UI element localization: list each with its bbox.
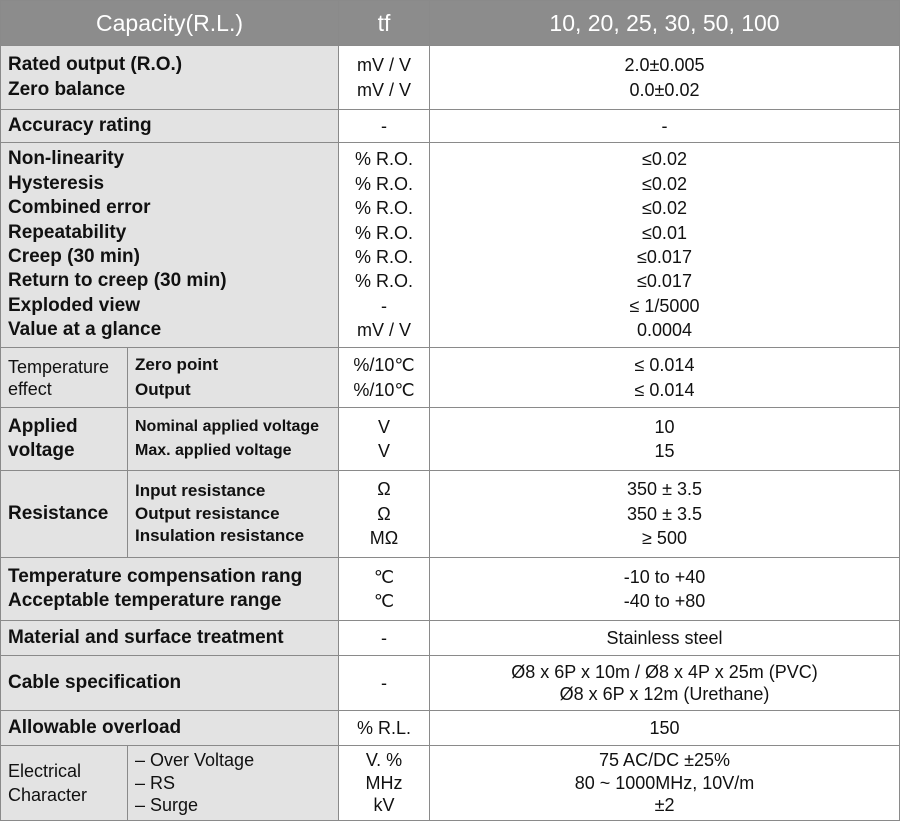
label-max-voltage: Max. applied voltage xyxy=(135,442,292,459)
unit-combined-error: % R.O. xyxy=(355,198,414,219)
value-non-linearity: ≤0.02 xyxy=(642,149,687,170)
unit-output-resistance: Ω xyxy=(377,503,391,524)
value-cell xyxy=(430,348,900,408)
unit-zero-balance: mV / V xyxy=(357,79,412,100)
unit-overload: % R.L. xyxy=(339,711,430,746)
header-unit: tf xyxy=(339,1,430,46)
unit-cell xyxy=(339,471,430,558)
value-value-at-glance: 0.0004 xyxy=(636,320,693,341)
unit-cell xyxy=(339,348,430,408)
group-resistance: Resistance xyxy=(1,471,128,558)
unit-insulation-resistance: MΩ xyxy=(369,528,399,549)
unit-output: %/10℃ xyxy=(353,379,415,400)
label-creep: Creep (30 min) xyxy=(8,246,140,267)
label-accuracy-rating: Accuracy rating xyxy=(1,110,339,143)
unit-value-at-glance: mV / V xyxy=(357,320,412,341)
label-repeatability: Repeatability xyxy=(8,221,127,243)
label-output-resistance: Output resistance xyxy=(135,503,280,523)
label-over-voltage: – Over Voltage xyxy=(135,750,255,771)
label-temp-compensation: Temperature compensation rang xyxy=(8,565,303,587)
value-overload: 150 xyxy=(430,711,900,746)
label-rs: – RS xyxy=(135,772,176,793)
value-combined-error: ≤0.02 xyxy=(642,198,687,219)
row-performance xyxy=(1,143,900,348)
unit-cell xyxy=(339,408,430,471)
row-accuracy xyxy=(1,110,900,143)
label-surge: – Surge xyxy=(135,795,199,816)
value-cable-urethane: Ø8 x 6P x 12m (Urethane) xyxy=(559,684,770,704)
row-temperature-range xyxy=(1,558,900,621)
group-temperature-effect: Temperature effect xyxy=(1,348,128,408)
label-cell xyxy=(128,746,339,821)
value-hysteresis: ≤0.02 xyxy=(642,173,687,194)
label-cell xyxy=(1,46,339,110)
unit-non-linearity: % R.O. xyxy=(355,149,414,170)
label-output: Output xyxy=(135,379,191,399)
unit-cell xyxy=(339,46,430,110)
value-over-voltage: 75 AC/DC ±25% xyxy=(599,750,730,771)
value-rs: 80 ~ 1000MHz, 10V/m xyxy=(574,772,755,793)
value-zero-point: ≤ 0.014 xyxy=(634,355,695,376)
value-cell xyxy=(430,46,900,110)
unit-over-voltage: V. % xyxy=(365,750,403,771)
group-applied-voltage: Applied voltage xyxy=(1,408,128,471)
value-output-resistance: 350 ± 3.5 xyxy=(627,503,702,524)
label-hysteresis: Hysteresis xyxy=(8,172,105,194)
unit-repeatability: % R.O. xyxy=(355,222,414,243)
value-nominal-voltage: 10 xyxy=(654,416,675,437)
value-repeatability: ≤0.01 xyxy=(642,222,687,243)
row-applied-voltage xyxy=(1,408,900,471)
unit-hysteresis: % R.O. xyxy=(355,173,414,194)
row-temperature-effect xyxy=(1,348,900,408)
row-resistance xyxy=(1,471,900,558)
value-output: ≤ 0.014 xyxy=(634,379,695,400)
value-accuracy-rating: - xyxy=(430,110,900,143)
value-cell xyxy=(430,656,900,711)
label-zero-point: Zero point xyxy=(135,355,219,375)
value-input-resistance: 350 ± 3.5 xyxy=(627,479,702,500)
value-acceptable-temp: -40 to +80 xyxy=(623,591,706,611)
label-combined-error: Combined error xyxy=(8,197,151,219)
label-value-at-glance: Value at a glance xyxy=(8,319,162,341)
unit-nominal-voltage: V xyxy=(378,416,391,437)
label-zero-balance: Zero balance xyxy=(8,78,126,100)
row-material xyxy=(1,621,900,656)
unit-cable: - xyxy=(339,656,430,711)
label-insulation-resistance: Insulation resistance xyxy=(135,526,305,546)
row-rated-output xyxy=(1,46,900,110)
unit-acceptable-temp: ℃ xyxy=(373,591,395,611)
unit-max-voltage: V xyxy=(378,441,391,461)
label-cell xyxy=(1,143,339,348)
unit-temp-compensation: ℃ xyxy=(373,566,395,587)
value-insulation-resistance: ≥ 500 xyxy=(642,528,687,549)
header-capacity: Capacity(R.L.) xyxy=(1,1,339,46)
value-rated-output: 2.0±0.005 xyxy=(624,55,705,76)
label-input-resistance: Input resistance xyxy=(135,481,266,501)
value-material: Stainless steel xyxy=(430,621,900,656)
unit-zero-point: %/10℃ xyxy=(353,355,415,376)
value-cell xyxy=(430,143,900,348)
label-exploded-view: Exploded view xyxy=(8,294,140,316)
label-material: Material and surface treatment xyxy=(1,621,339,656)
unit-cell xyxy=(339,746,430,821)
header-row xyxy=(1,1,900,46)
value-cell xyxy=(430,408,900,471)
value-exploded-view: ≤ 1/5000 xyxy=(629,295,700,316)
unit-input-resistance: Ω xyxy=(377,479,391,500)
label-nominal-voltage: Nominal applied voltage xyxy=(135,417,320,435)
label-return-to-creep: Return to creep (30 min) xyxy=(8,270,227,292)
header-values: 10, 20, 25, 30, 50, 100 xyxy=(430,1,900,46)
label-overload: Allowable overload xyxy=(1,711,339,746)
label-cell xyxy=(128,471,339,558)
label-cable: Cable specification xyxy=(1,656,339,711)
value-cell xyxy=(430,746,900,821)
unit-material: - xyxy=(339,621,430,656)
unit-return-to-creep: % R.O. xyxy=(355,271,414,292)
unit-creep: % R.O. xyxy=(355,247,414,267)
unit-accuracy-rating: - xyxy=(339,110,430,143)
group-electrical: Electrical Character xyxy=(1,746,128,821)
value-return-to-creep: ≤0.017 xyxy=(637,271,692,292)
value-max-voltage: 15 xyxy=(654,441,675,461)
unit-rated-output: mV / V xyxy=(357,55,412,76)
label-rated-output: Rated output (R.O.) xyxy=(8,54,183,76)
label-cell xyxy=(1,558,339,621)
row-cable xyxy=(1,656,900,711)
label-non-linearity: Non-linearity xyxy=(8,148,125,170)
label-cell xyxy=(128,408,339,471)
unit-cell xyxy=(339,558,430,621)
value-cell xyxy=(430,558,900,621)
unit-exploded-view: - xyxy=(381,295,388,316)
value-creep: ≤0.017 xyxy=(637,247,692,267)
label-acceptable-temp: Acceptable temperature range xyxy=(8,590,282,611)
value-cable-pvc: Ø8 x 6P x 10m / Ø8 x 4P x 25m (PVC) xyxy=(511,661,818,682)
row-electrical xyxy=(1,746,900,821)
value-surge: ±2 xyxy=(654,795,675,816)
row-overload xyxy=(1,711,900,746)
label-cell xyxy=(128,348,339,408)
value-cell xyxy=(430,471,900,558)
unit-surge: kV xyxy=(373,795,395,816)
value-zero-balance: 0.0±0.02 xyxy=(629,79,700,100)
unit-cell xyxy=(339,143,430,348)
value-temp-compensation: -10 to +40 xyxy=(623,566,706,587)
unit-rs: MHz xyxy=(365,772,403,793)
